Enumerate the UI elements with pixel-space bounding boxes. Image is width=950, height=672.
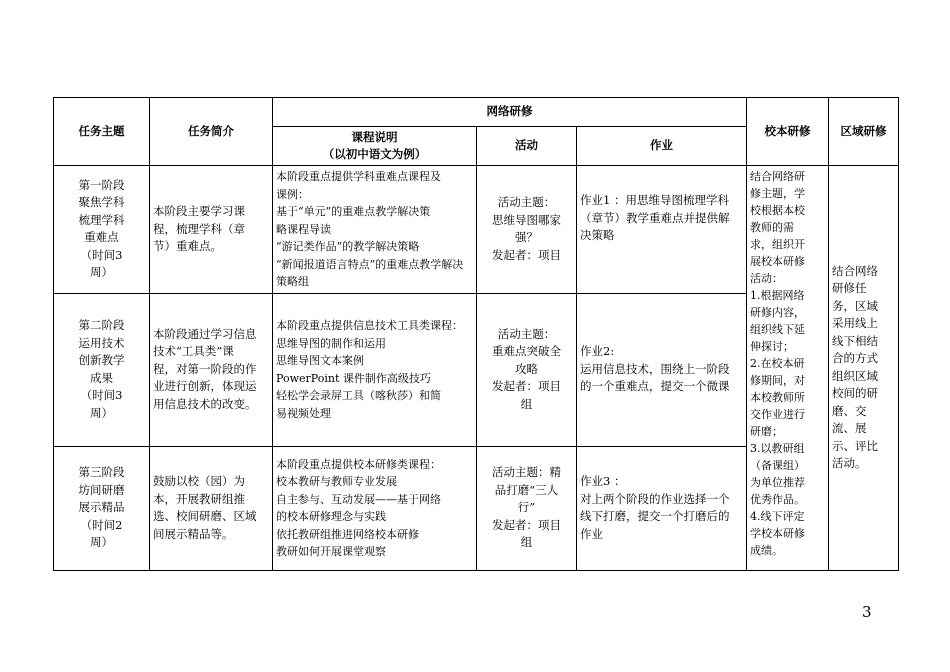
stage-2-intro: 本阶段通过学习信息 技术“工具类”课 程，对第一阶段的作 业进行创新，体现运 用信息技术的改变。	[150, 293, 273, 446]
stage-3-homework: 作业3 ： 对上两个阶段的作业选择一个 线下打磨，提交一个打磨后的 作业	[577, 446, 747, 570]
header-course-description: 课程说明 （以初中语文为例）	[273, 127, 477, 166]
stage-2-activity: 活动主题： 重难点突破全 攻略 发起者：项目 组	[477, 293, 577, 446]
stage-1-intro: 本阶段主要学习课 程，梳理学科（章 节）重难点。	[150, 166, 273, 294]
stage-2-theme: 第二阶段 运用技术 创新教学 成果 （时间3 周）	[54, 293, 150, 446]
stage-1-theme: 第一阶段 聚焦学科 梳理学科 重难点 （时间3 周）	[54, 166, 150, 294]
header-task-intro: 任务简介	[150, 98, 273, 166]
page-number: 3	[862, 603, 872, 621]
stage-2-course: 本阶段重点提供信息技术工具类课程： 思维导图的制作和运用 思维导图文本案例 PowerPoint 课件制作高级技巧 轻松学会录屏工具（喀秋莎）和简 易视频处理	[273, 293, 477, 446]
header-homework: 作业	[577, 127, 747, 166]
header-task-theme: 任务主题	[54, 98, 150, 166]
school-training-details: 结合网络研 修主题，学 校根据本校 教师的需 求，组织开 展校本研修 活动： 1.根据网络 研修内容， 组织线下延 伸探讨； 2.在校本研 修期间，对 本校教师所 交作业进行 研磨； 3.以教研组 （备课组） 为单位推荐 优秀作品。 4.线下评定 学校本研修 成绩。	[747, 166, 829, 571]
training-plan-table	[53, 97, 899, 571]
stage-1-homework: 作业1 ：用思维导图梳理学科 （章节）教学重难点并提供解 决策略	[577, 166, 747, 294]
region-training-details: 结合网络 研修任 务，区域 采用线上 线下相结 合的方式 组织区域 校间的研 磨、交 流、展 示、评比 活动。	[829, 166, 899, 571]
stage-1-activity: 活动主题： 思维导图哪家 强？ 发起者：项目	[477, 166, 577, 294]
stage-2-homework: 作业2: 运用信息技术，围绕上一阶段 的一个重难点，提交一个微课	[577, 293, 747, 446]
header-network-training: 网络研修	[273, 98, 747, 127]
stage-1-course: 本阶段重点提供学科重难点课程及 课例： 基于“单元”的重难点教学解决策 略课程导读 “游记类作品”的教学解决策略 “新闻报道语言特点”的重难点教学解决策略组	[273, 166, 477, 294]
header-school-training: 校本研修	[747, 98, 829, 166]
stage-3-intro: 鼓励以校（园）为 本，开展教研组推 选、校间研磨、区域 间展示精品等。	[150, 446, 273, 570]
stage-3-theme: 第三阶段 坊间研磨 展示精品 （时间2 周）	[54, 446, 150, 570]
header-region-training: 区域研修	[829, 98, 899, 166]
header-activity: 活动	[477, 127, 577, 166]
stage-3-activity: 活动主题：精 品打磨“三人 行” 发起者：项目 组	[477, 446, 577, 570]
stage-3-course: 本阶段重点提供校本研修类课程： 校本教研与教师专业发展 自主参与、互动发展——基于网络 的校本研修理念与实践 依托教研组推进网络校本研修 教研如何开展课堂观察	[273, 446, 477, 570]
